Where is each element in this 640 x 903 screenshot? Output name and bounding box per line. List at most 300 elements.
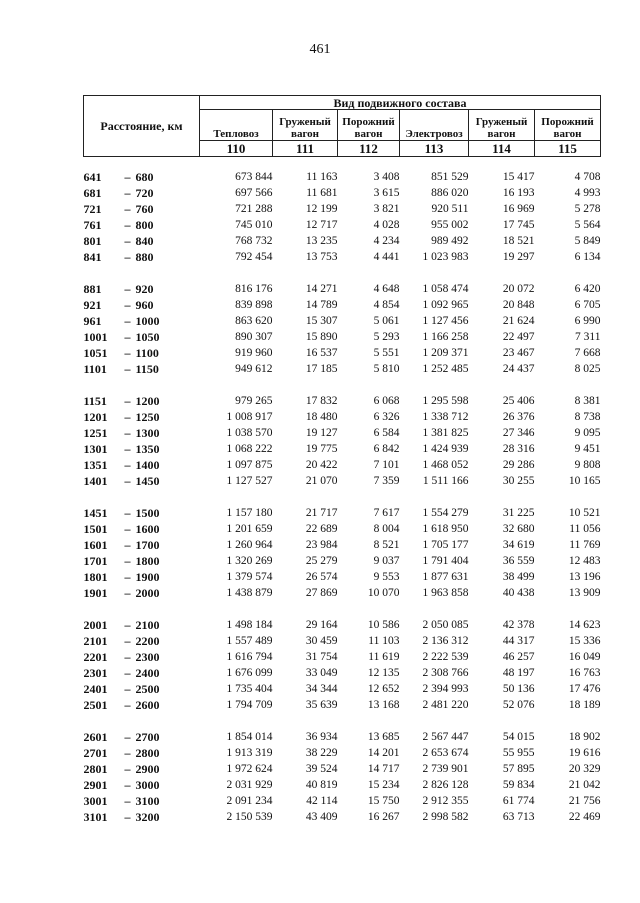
value-cell: 18 189 [568,699,601,711]
value-cell: 1 877 631 [422,571,469,583]
value-cell: 3 615 [373,187,400,199]
value-cell: 5 849 [574,235,601,247]
value-cell: 18 902 [568,731,601,743]
value-cell: 890 307 [235,331,273,343]
value-cell: 27 869 [305,587,338,599]
value-cell: 9 553 [373,571,400,583]
value-cell: 12 717 [305,219,338,231]
distance-range [84,585,200,601]
value-cell: 7 668 [574,347,601,359]
table-row [84,585,601,601]
table-row [84,617,601,633]
value-cell: 10 165 [568,475,601,487]
distance-range [84,425,200,441]
value-cell: 42 114 [306,795,338,807]
distance-range [84,473,200,489]
value-cell: 15 890 [305,331,338,343]
value-cell: 7 617 [373,507,400,519]
value-cell: 21 042 [568,779,601,791]
value-cell: 1 705 177 [422,539,469,551]
value-cell: 2 222 539 [422,651,469,663]
range-dash: – [124,666,131,680]
spacer-cell [84,601,601,617]
distance-range [84,169,200,185]
value-cell: 7 311 [575,331,601,343]
value-cell: 2 912 355 [422,795,469,807]
value-cell: 34 344 [305,683,338,695]
distance-header: Расстояние, км [84,96,200,157]
value-cell: 16 969 [502,203,535,215]
distance-to: 1000 [135,314,160,328]
value-cell: 23 467 [502,347,535,359]
distance-to: 1900 [135,570,160,584]
distance-range [84,505,200,521]
value-cell: 14 717 [367,763,400,775]
value-cell: 54 015 [502,731,535,743]
distance-to: 1400 [135,458,160,472]
distance-from: 1301 [83,442,108,456]
value-cell: 5 278 [574,203,601,215]
value-cell: 29 286 [502,459,535,471]
range-dash: – [124,762,131,776]
value-cell: 46 257 [502,651,535,663]
distance-range [84,665,200,681]
value-cell: 1 963 858 [422,587,469,599]
value-cell: 816 176 [235,283,273,295]
distance-range [84,233,200,249]
table-row [84,217,601,233]
value-cell: 63 713 [502,811,535,823]
distance-to: 3100 [135,794,160,808]
value-cell: 1 511 166 [422,475,469,487]
value-cell: 1 023 983 [422,251,469,263]
range-dash: – [124,810,131,824]
table-row [84,233,601,249]
distance-from: 2601 [83,730,108,744]
value-cell: 697 566 [235,187,273,199]
distance-range [84,681,200,697]
value-cell: 22 497 [502,331,535,343]
column-code: 110 [200,141,273,157]
group-spacer [84,157,601,170]
value-cell: 6 990 [574,315,601,327]
distance-to: 2200 [135,634,160,648]
table-row [84,793,601,809]
value-cell: 7 101 [373,459,400,471]
value-cell: 11 619 [368,651,400,663]
table-body [84,157,601,826]
value-cell: 6 326 [373,411,400,423]
spacer-cell [84,489,601,505]
value-cell: 2 481 220 [422,699,469,711]
column-code: 113 [400,141,469,157]
range-dash: – [124,794,131,808]
value-cell: 21 717 [305,507,338,519]
range-dash: – [124,730,131,744]
value-cell: 18 480 [305,411,338,423]
distance-from: 1451 [83,506,108,520]
distance-to: 1250 [135,410,160,424]
value-cell: 6 584 [373,427,400,439]
value-cell: 11 103 [368,635,400,647]
value-cell: 4 708 [574,171,601,183]
range-dash: – [124,298,131,312]
range-dash: – [124,394,131,408]
value-cell: 1 438 879 [226,587,273,599]
distance-from: 1801 [83,570,108,584]
range-dash: – [124,442,131,456]
table-row [84,281,601,297]
table-row [84,393,601,409]
value-cell: 2 567 447 [422,731,469,743]
range-dash: – [124,314,131,328]
table-row [84,249,601,265]
value-cell: 3 821 [373,203,400,215]
distance-to: 840 [135,234,154,248]
value-cell: 1 618 950 [422,523,469,535]
value-cell: 20 848 [502,299,535,311]
range-dash: – [124,778,131,792]
distance-from: 1701 [83,554,108,568]
value-cell: 1 735 404 [226,683,273,695]
distance-from: 921 [83,298,102,312]
value-cell: 6 842 [373,443,400,455]
distance-range [84,201,200,217]
range-dash: – [124,426,131,440]
value-cell: 20 072 [502,283,535,295]
distance-from: 881 [83,282,102,296]
distance-range [84,537,200,553]
table-row [84,297,601,313]
value-cell: 21 756 [568,795,601,807]
value-cell: 1 791 404 [422,555,469,567]
value-cell: 25 279 [305,555,338,567]
group-spacer [84,265,601,281]
value-cell: 919 960 [235,347,273,359]
table-row [84,409,601,425]
range-dash: – [124,522,131,536]
value-cell: 55 955 [502,747,535,759]
value-cell: 19 297 [502,251,535,263]
value-cell: 11 681 [306,187,338,199]
table-row [84,169,601,185]
distance-to: 2700 [135,730,160,744]
distance-range [84,553,200,569]
value-cell: 1 127 456 [422,315,469,327]
table-row [84,313,601,329]
value-cell: 30 459 [305,635,338,647]
distance-range [84,393,200,409]
distance-from: 1351 [83,458,108,472]
value-cell: 2 739 901 [422,763,469,775]
value-cell: 33 049 [305,667,338,679]
range-dash: – [124,234,131,248]
value-cell: 11 163 [306,171,338,183]
distance-range [84,441,200,457]
column-code: 111 [273,141,338,157]
table-row [84,457,601,473]
value-cell: 9 095 [574,427,601,439]
table-row [84,681,601,697]
value-cell: 15 417 [502,171,535,183]
value-cell: 768 732 [235,235,273,247]
value-cell: 1 854 014 [226,731,273,743]
value-cell: 3 408 [373,171,400,183]
value-cell: 19 127 [305,427,338,439]
table-row [84,697,601,713]
value-cell: 8 738 [574,411,601,423]
distance-from: 2501 [83,698,108,712]
value-cell: 13 235 [305,235,338,247]
distance-range [84,217,200,233]
value-cell: 2 031 929 [226,779,273,791]
distance-to: 2600 [135,698,160,712]
distance-to: 1200 [135,394,160,408]
value-cell: 17 185 [305,363,338,375]
distance-range [84,617,200,633]
distance-from: 961 [83,314,102,328]
distance-from: 2301 [83,666,108,680]
value-cell: 6 068 [373,395,400,407]
value-cell: 1 038 570 [226,427,273,439]
distance-from: 641 [83,170,102,184]
value-cell: 9 037 [373,555,400,567]
range-dash: – [124,282,131,296]
value-cell: 673 844 [235,171,273,183]
value-cell: 17 745 [502,219,535,231]
table-row [84,185,601,201]
range-dash: – [124,554,131,568]
range-dash: – [124,330,131,344]
value-cell: 31 225 [502,507,535,519]
value-cell: 1 320 269 [226,555,273,567]
value-cell: 19 616 [568,747,601,759]
value-cell: 31 754 [305,651,338,663]
value-cell: 14 271 [305,283,338,295]
distance-to: 3200 [135,810,160,824]
range-dash: – [124,346,131,360]
spacer-cell [84,265,601,281]
value-cell: 2 136 312 [422,635,469,647]
distance-from: 1051 [83,346,108,360]
range-dash: – [124,570,131,584]
value-cell: 5 810 [373,363,400,375]
value-cell: 1 554 279 [422,507,469,519]
distance-from: 2801 [83,762,108,776]
value-cell: 12 199 [305,203,338,215]
value-cell: 16 049 [568,651,601,663]
value-cell: 4 028 [373,219,400,231]
value-cell: 10 521 [568,507,601,519]
value-cell: 35 639 [305,699,338,711]
distance-to: 920 [135,282,154,296]
distance-to: 760 [135,202,154,216]
distance-from: 1251 [83,426,108,440]
value-cell: 1 338 712 [422,411,469,423]
value-cell: 1 498 184 [226,619,273,631]
distance-to: 2500 [135,682,160,696]
range-dash: – [124,474,131,488]
value-cell: 39 524 [305,763,338,775]
distance-to: 1150 [135,362,159,376]
tariff-table [83,95,601,825]
column-name: Тепловоз [200,110,273,141]
distance-range [84,361,200,377]
range-dash: – [124,410,131,424]
value-cell: 11 056 [569,523,601,535]
table-row [84,505,601,521]
value-cell: 1 092 965 [422,299,469,311]
value-cell: 792 454 [235,251,273,263]
column-code: 114 [469,141,535,157]
value-cell: 25 406 [502,395,535,407]
distance-to: 2900 [135,762,160,776]
distance-to: 1300 [135,426,160,440]
distance-to: 2400 [135,666,160,680]
distance-from: 1201 [83,410,108,424]
value-cell: 10 586 [367,619,400,631]
distance-from: 2201 [83,650,108,664]
value-cell: 26 574 [305,571,338,583]
value-cell: 1 913 319 [226,747,273,759]
range-dash: – [124,458,131,472]
value-cell: 22 469 [568,811,601,823]
value-cell: 13 753 [305,251,338,263]
distance-range [84,521,200,537]
group-spacer [84,713,601,729]
value-cell: 6 134 [574,251,601,263]
value-cell: 2 653 674 [422,747,469,759]
table-row [84,745,601,761]
distance-range [84,345,200,361]
table-row [84,633,601,649]
distance-from: 1001 [83,330,108,344]
table-row [84,537,601,553]
value-cell: 8 521 [373,539,400,551]
table-header [84,96,601,157]
distance-range [84,185,200,201]
distance-range [84,633,200,649]
value-cell: 43 409 [305,811,338,823]
distance-to: 2100 [135,618,160,632]
value-cell: 32 680 [502,523,535,535]
column-code: 115 [535,141,601,157]
value-cell: 839 898 [235,299,273,311]
distance-to: 960 [135,298,154,312]
value-cell: 721 288 [235,203,273,215]
value-cell: 13 168 [367,699,400,711]
value-cell: 1 260 964 [226,539,273,551]
value-cell: 4 993 [574,187,601,199]
value-cell: 2 394 993 [422,683,469,695]
table-row [84,729,601,745]
distance-range [84,409,200,425]
distance-to: 1100 [135,346,159,360]
table-row [84,569,601,585]
distance-range [84,809,200,825]
value-cell: 15 234 [367,779,400,791]
value-cell: 2 091 234 [226,795,273,807]
distance-from: 1501 [83,522,108,536]
value-cell: 11 769 [569,539,601,551]
table-row [84,329,601,345]
distance-range [84,313,200,329]
value-cell: 1 676 099 [226,667,273,679]
distance-from: 1601 [83,538,108,552]
range-dash: – [124,650,131,664]
value-cell: 40 438 [502,587,535,599]
value-cell: 16 763 [568,667,601,679]
distance-from: 2901 [83,778,108,792]
value-cell: 16 537 [305,347,338,359]
distance-to: 1350 [135,442,160,456]
value-cell: 13 685 [367,731,400,743]
value-cell: 12 135 [367,667,400,679]
value-cell: 1 252 485 [422,363,469,375]
value-cell: 4 648 [373,283,400,295]
distance-from: 801 [83,234,102,248]
value-cell: 34 619 [502,539,535,551]
table-row [84,441,601,457]
distance-range [84,729,200,745]
value-cell: 12 652 [367,683,400,695]
value-cell: 50 136 [502,683,535,695]
table-row [84,665,601,681]
value-cell: 19 775 [305,443,338,455]
table-row [84,473,601,489]
value-cell: 2 050 085 [422,619,469,631]
distance-to: 680 [135,170,154,184]
value-cell: 23 984 [305,539,338,551]
range-dash: – [124,186,131,200]
value-cell: 979 265 [235,395,273,407]
range-dash: – [124,746,131,760]
distance-from: 2701 [83,746,108,760]
value-cell: 48 197 [502,667,535,679]
group-spacer [84,601,601,617]
value-cell: 36 934 [305,731,338,743]
distance-to: 880 [135,250,154,264]
value-cell: 40 819 [305,779,338,791]
distance-to: 1700 [135,538,160,552]
distance-from: 1901 [83,586,108,600]
value-cell: 30 255 [502,475,535,487]
distance-from: 1151 [83,394,107,408]
value-cell: 1 557 489 [226,635,273,647]
distance-from: 721 [83,202,102,216]
value-cell: 27 346 [502,427,535,439]
distance-range [84,457,200,473]
spacer-cell [84,157,601,170]
value-cell: 17 476 [568,683,601,695]
table-row [84,761,601,777]
value-cell: 1 166 258 [422,331,469,343]
distance-from: 3101 [83,810,108,824]
value-cell: 5 551 [373,347,400,359]
distance-from: 761 [83,218,102,232]
distance-range [84,569,200,585]
value-cell: 9 451 [574,443,601,455]
table-row [84,345,601,361]
table-row [84,649,601,665]
range-dash: – [124,218,131,232]
page-number: 461 [309,42,331,57]
value-cell: 1 008 917 [226,411,273,423]
value-cell: 1 616 794 [226,651,273,663]
value-cell: 52 076 [502,699,535,711]
value-cell: 12 483 [568,555,601,567]
table-row [84,777,601,793]
